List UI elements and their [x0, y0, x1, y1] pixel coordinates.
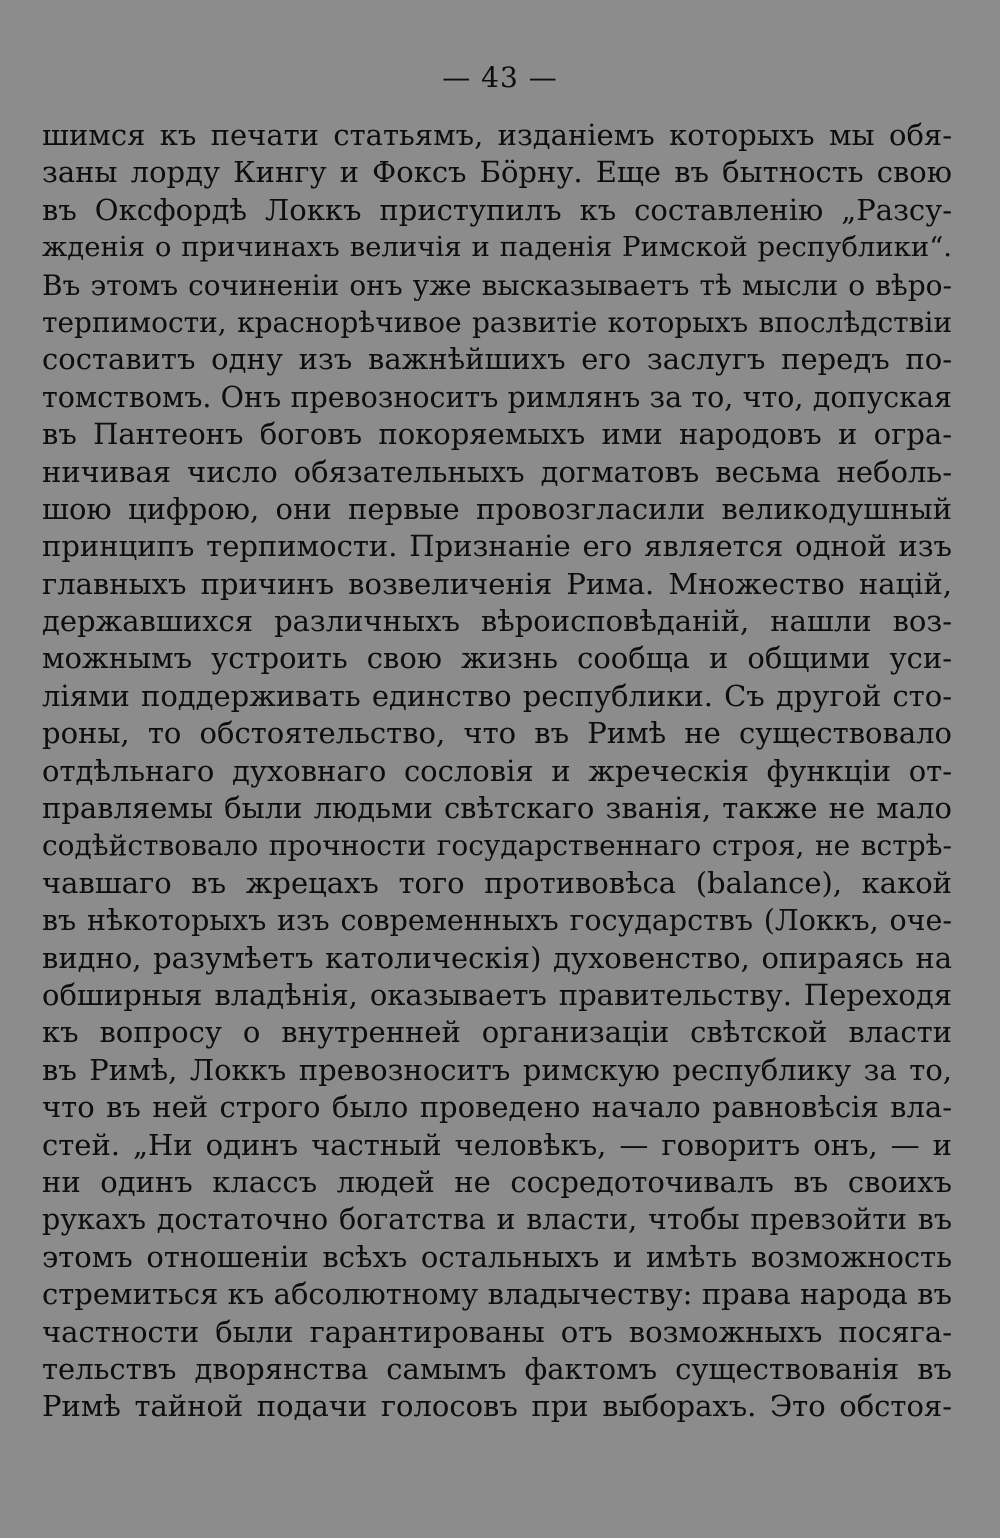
text-line: чавшаго въ жрецахъ того противовѣса (balance), какой — [42, 865, 952, 900]
text-line: жденія о причинахъ величія и паденія Римской республики“. — [42, 231, 952, 264]
text-line: частности были гарантированы отъ возможныхъ посяга- — [42, 1314, 952, 1349]
text-line: ліями поддерживать единство республики. Съ другой сто- — [42, 678, 952, 713]
text-line: въ Оксфордѣ Локкъ приступилъ къ составленію „Разсу- — [42, 192, 952, 227]
text-line: что въ ней строго было проведено начало равновѣсія вла- — [42, 1090, 952, 1125]
page-number: — 43 — — [442, 61, 558, 94]
text-line: державшихся различныхъ вѣроисповѣданій, нашли воз- — [42, 604, 952, 639]
text-line: ни одинъ классъ людей не сосредоточивалъ въ своихъ — [42, 1164, 952, 1199]
text-line: томствомъ. Онъ превозноситъ римлянъ за то, что, допуская — [42, 380, 952, 414]
text-line: рукахъ достаточно богатства и власти, чтобы превзойти въ — [42, 1203, 952, 1237]
text-line: содѣйствовало прочности государственнаго строя, не встрѣ- — [42, 829, 952, 863]
text-line: стей. „Ни одинъ частный человѣкъ, — говоритъ онъ, — и — [42, 1127, 952, 1162]
text-line: Римѣ тайной подачи голосовъ при выборахъ. Это обстоя- — [42, 1389, 952, 1424]
text-line: тельствъ дворянства самымъ фактомъ существованія въ — [42, 1351, 952, 1386]
text-line: шою цифрою, они первые провозгласили великодушный — [42, 491, 952, 526]
text-line: отдѣльнаго духовнаго сословія и жреческія функціи от- — [42, 753, 952, 788]
text-line: къ вопросу о внутренней организаціи свѣтской власти — [42, 1015, 952, 1050]
text-line: Въ этомъ сочиненіи онъ уже высказываетъ тѣ мысли о вѣро- — [42, 268, 952, 302]
text-line: роны, то обстоятельство, что въ Римѣ не существовало — [42, 716, 952, 751]
text-line: ничивая число обязательныхъ догматовъ весьма неболь- — [42, 454, 952, 489]
text-line: правляемы были людьми свѣтскаго званія, также не мало — [42, 791, 952, 826]
text-line: этомъ отношеніи всѣхъ остальныхъ и имѣть возможность — [42, 1239, 952, 1274]
text-line: въ Пантеонъ боговъ покоряемыхъ ими народовъ и огра- — [42, 417, 952, 452]
text-line: стремиться къ абсолютному владычеству: права народа въ — [42, 1277, 952, 1312]
text-line: терпимости, краснорѣчивое развитіе которыхъ впослѣдствіи — [42, 305, 952, 339]
text-line: составитъ одну изъ важнѣйшихъ его заслугъ передъ по- — [42, 342, 952, 377]
body-text — [42, 117, 952, 1426]
text-line: въ нѣкоторыхъ изъ современныхъ государствъ (Локкъ, оче- — [42, 904, 952, 938]
text-line: видно, разумѣетъ католическія) духовенство, опираясь на — [42, 940, 952, 975]
text-line: можнымъ устроить свою жизнь сообща и общими уси- — [42, 641, 952, 676]
text-line: заны лорду Кингу и Фоксъ Бӧрну. Еще въ бытность свою — [42, 155, 952, 190]
text-line: принципъ терпимости. Признаніе его является одной изъ — [42, 529, 952, 564]
text-line: въ Римѣ, Локкъ превозноситъ римскую республику за то, — [42, 1052, 952, 1087]
text-line: обширныя владѣнія, оказываетъ правительству. Переходя — [42, 977, 952, 1012]
text-line: шимся къ печати статьямъ, изданіемъ которыхъ мы обя- — [42, 118, 952, 152]
text-line: главныхъ причинъ возвеличенія Рима. Множество націй, — [42, 566, 952, 601]
